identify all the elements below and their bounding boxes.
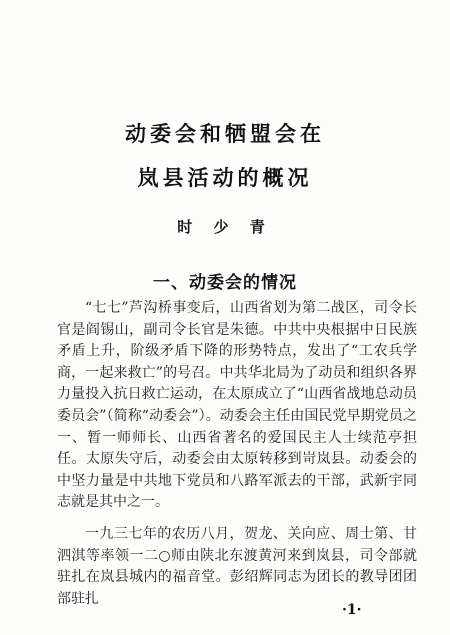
title-line-2: 岚县活动的概况 [137,166,313,190]
page-number: ·1· [342,602,362,618]
section-heading: 一、动委会的情况 [153,273,297,294]
author-name: 时 少 青 [177,218,273,236]
body-text [57,298,417,620]
paragraph-1: “七七”芦沟桥事变后，山西省划为第二战区，司令长官是阎锡山，副司令长官是朱德。中共中央根据中日民族矛盾上升，阶级矛盾下降的形势特点，发出了“工农兵学商，一起来救亡”的号召。中共华北局为了动员和组织各界力量投入抗日救亡运动，在太原成立了“山西省战地总动员委员会”（简称“动委会”）。动委会主任由国民党早期党员之一、暂一师师长、山西省著名的爱国民主人士续范亭担任。太原失守后，动委会由太原转移到岢岚县。动委会的中坚力量是中共地下党员和八路军派去的干部，武新宇同志就是其中之一。 [57,300,417,511]
paragraph-2: 一九三七年的农历八月，贺龙、关向应、周士第、甘泗淇等率领一二○师由陕北东渡黄河来到岚县，司令部就驻扎在岚县城内的福音堂。彭绍辉同志为团长的教导团团部驻扎 [57,525,417,607]
title-line-1: 动委会和牺盟会在 [125,122,325,146]
